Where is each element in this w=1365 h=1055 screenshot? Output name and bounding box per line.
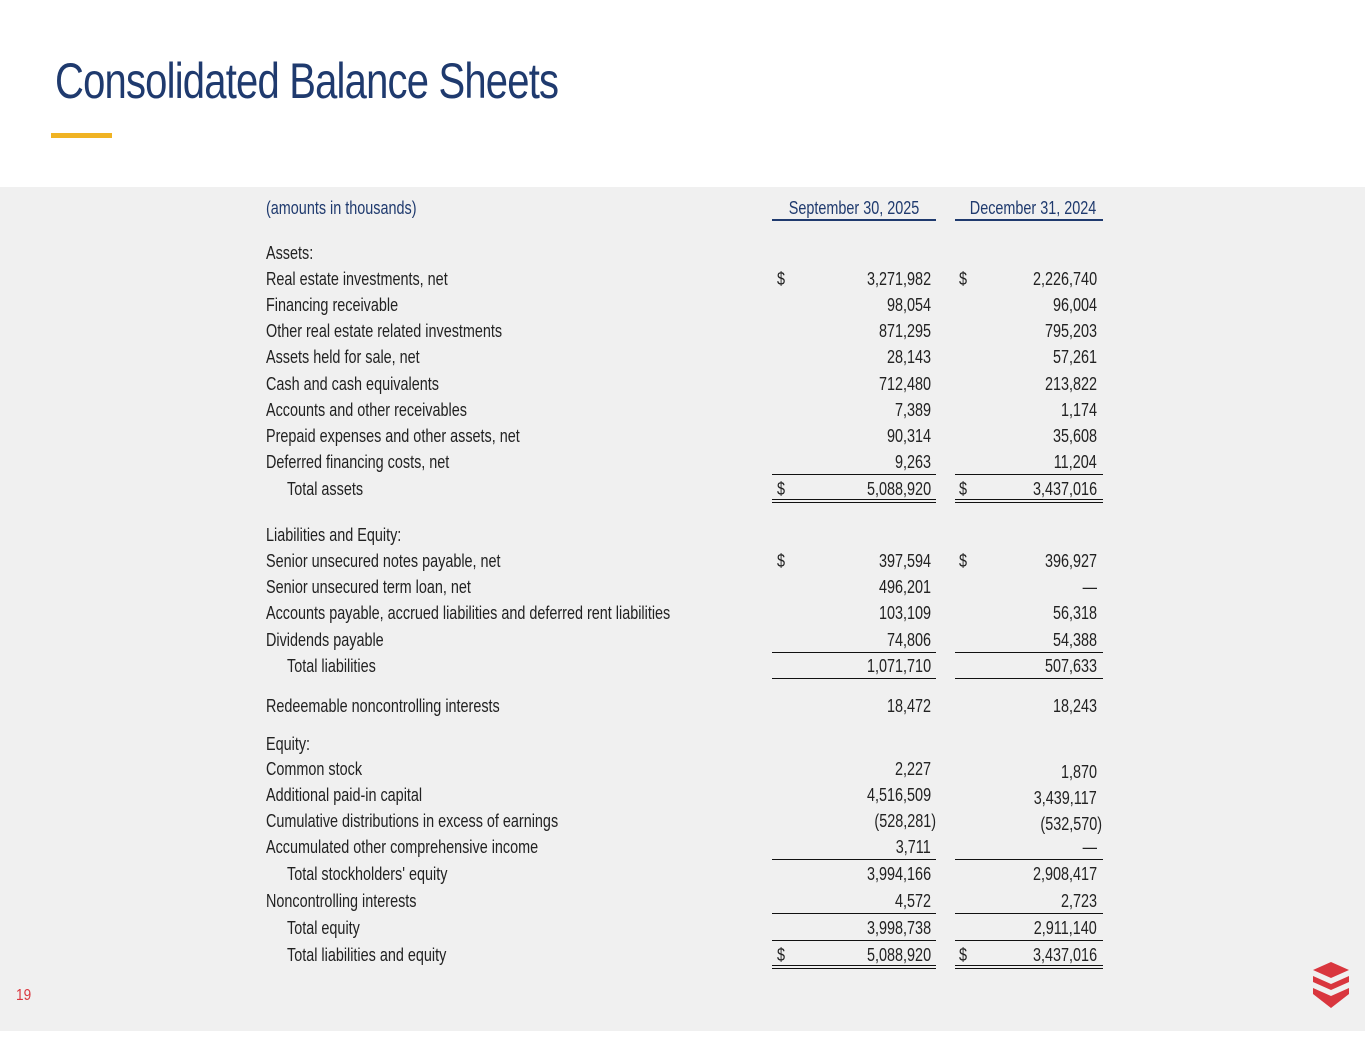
value-sep-2025: 103,109 (878, 603, 931, 623)
value-dec-2024: — (1082, 837, 1097, 857)
header-underline-2 (955, 219, 1103, 221)
value-dec-2024: 1,174 (1060, 400, 1097, 420)
total-double-rule (772, 499, 936, 503)
row-label: Real estate investments, net (266, 269, 448, 289)
currency-symbol: $ (959, 479, 968, 499)
value-dec-2024: 507,633 (1044, 656, 1097, 676)
total-double-rule (772, 965, 936, 969)
row-label: Accounts and other receivables (266, 400, 467, 420)
value-dec-2024: (532,570) (1040, 814, 1102, 834)
value-sep-2025: 4,516,509 (866, 785, 931, 805)
subtotal-rule (955, 474, 1103, 475)
value-sep-2025: 28,143 (886, 347, 931, 367)
value-dec-2024: 396,927 (1044, 551, 1097, 571)
column-header-sep-2025: September 30, 2025 (788, 198, 920, 218)
row-label: Total assets (287, 479, 364, 499)
subtotal-rule (955, 678, 1103, 679)
value-dec-2024: 3,437,016 (1032, 479, 1097, 499)
value-dec-2024: 2,723 (1060, 891, 1097, 911)
row-label: Prepaid expenses and other assets, net (266, 426, 520, 446)
value-dec-2024: 2,908,417 (1032, 864, 1097, 884)
value-sep-2025: 4,572 (894, 891, 931, 911)
subtotal-rule (772, 678, 936, 679)
value-sep-2025: 496,201 (878, 577, 931, 597)
row-label: Total equity (287, 918, 360, 938)
value-sep-2025: 712,480 (878, 374, 931, 394)
value-sep-2025: 90,314 (886, 426, 931, 446)
row-label: Total liabilities (287, 656, 376, 676)
row-label: Total stockholders' equity (287, 864, 448, 884)
title-accent-rule (51, 133, 112, 138)
subtotal-rule (772, 652, 936, 653)
balance-sheet-panel (0, 187, 1365, 1031)
row-label: Accounts payable, accrued liabilities and deferred rent liabilities (266, 603, 671, 623)
value-sep-2025: 5,088,920 (866, 945, 931, 965)
value-sep-2025: 397,594 (878, 551, 931, 571)
currency-symbol: $ (777, 479, 786, 499)
value-dec-2024: 2,911,140 (1034, 918, 1097, 938)
subtotal-rule (955, 859, 1103, 860)
subtotal-rule (772, 913, 936, 914)
value-sep-2025: 871,295 (878, 321, 931, 341)
value-dec-2024: 96,004 (1052, 295, 1097, 315)
value-dec-2024: — (1082, 577, 1097, 597)
value-dec-2024: 213,822 (1044, 374, 1097, 394)
section-equity: Equity: (266, 734, 311, 754)
row-label: Common stock (266, 759, 363, 779)
subtotal-rule (772, 859, 936, 860)
subtotal-rule (955, 913, 1103, 914)
value-dec-2024: 3,437,016 (1032, 945, 1097, 965)
row-label: Redeemable noncontrolling interests (266, 696, 500, 716)
row-label: Total liabilities and equity (287, 945, 447, 965)
currency-symbol: $ (777, 551, 786, 571)
value-dec-2024: 795,203 (1044, 321, 1097, 341)
subtotal-rule (955, 652, 1103, 653)
subtotal-rule (772, 940, 936, 941)
value-dec-2024: 11,204 (1054, 452, 1097, 472)
value-dec-2024: 57,261 (1052, 347, 1097, 367)
row-label: Financing receivable (266, 295, 399, 315)
section-liabilities-equity: Liabilities and Equity: (266, 525, 402, 545)
header-underline-1 (772, 219, 936, 221)
page-title: Consolidated Balance Sheets (55, 53, 559, 109)
value-dec-2024: 35,608 (1052, 426, 1097, 446)
column-header-dec-2024: December 31, 2024 (969, 198, 1097, 218)
value-sep-2025: 3,271,982 (866, 269, 931, 289)
row-label: Assets held for sale, net (266, 347, 420, 367)
value-dec-2024: 1,870 (1060, 762, 1097, 782)
total-double-rule (955, 965, 1103, 969)
units-label: (amounts in thousands) (266, 198, 417, 218)
value-sep-2025: (528,281) (874, 811, 936, 831)
row-label: Deferred financing costs, net (266, 452, 450, 472)
row-label: Noncontrolling interests (266, 891, 417, 911)
subtotal-rule (772, 474, 936, 475)
value-dec-2024: 54,388 (1052, 630, 1097, 650)
value-sep-2025: 3,711 (896, 837, 931, 857)
value-sep-2025: 1,071,710 (866, 656, 931, 676)
page-number: 19 (16, 987, 32, 1004)
currency-symbol: $ (777, 945, 786, 965)
currency-symbol: $ (959, 269, 968, 289)
value-sep-2025: 2,227 (894, 759, 931, 779)
row-label: Cash and cash equivalents (266, 374, 439, 394)
value-sep-2025: 3,998,738 (866, 918, 931, 938)
row-label: Accumulated other comprehensive income (266, 837, 539, 857)
row-label: Senior unsecured notes payable, net (266, 551, 501, 571)
value-sep-2025: 18,472 (886, 696, 931, 716)
currency-symbol: $ (959, 945, 968, 965)
value-dec-2024: 56,318 (1052, 603, 1097, 623)
value-dec-2024: 3,439,117 (1034, 788, 1097, 808)
row-label: Other real estate related investments (266, 321, 503, 341)
value-sep-2025: 74,806 (886, 630, 931, 650)
value-sep-2025: 98,054 (886, 295, 931, 315)
row-label: Cumulative distributions in excess of earnings (266, 811, 559, 831)
currency-symbol: $ (959, 551, 968, 571)
currency-symbol: $ (777, 269, 786, 289)
value-dec-2024: 18,243 (1052, 696, 1097, 716)
value-dec-2024: 2,226,740 (1032, 269, 1097, 289)
subtotal-rule (955, 940, 1103, 941)
value-sep-2025: 7,389 (894, 400, 931, 420)
row-label: Additional paid-in capital (266, 785, 423, 805)
value-sep-2025: 5,088,920 (866, 479, 931, 499)
company-logo-icon (1311, 962, 1351, 1008)
total-double-rule (955, 499, 1103, 503)
value-sep-2025: 9,263 (894, 452, 931, 472)
row-label: Senior unsecured term loan, net (266, 577, 471, 597)
row-label: Dividends payable (266, 630, 384, 650)
section-assets: Assets: (266, 243, 314, 263)
value-sep-2025: 3,994,166 (866, 864, 931, 884)
